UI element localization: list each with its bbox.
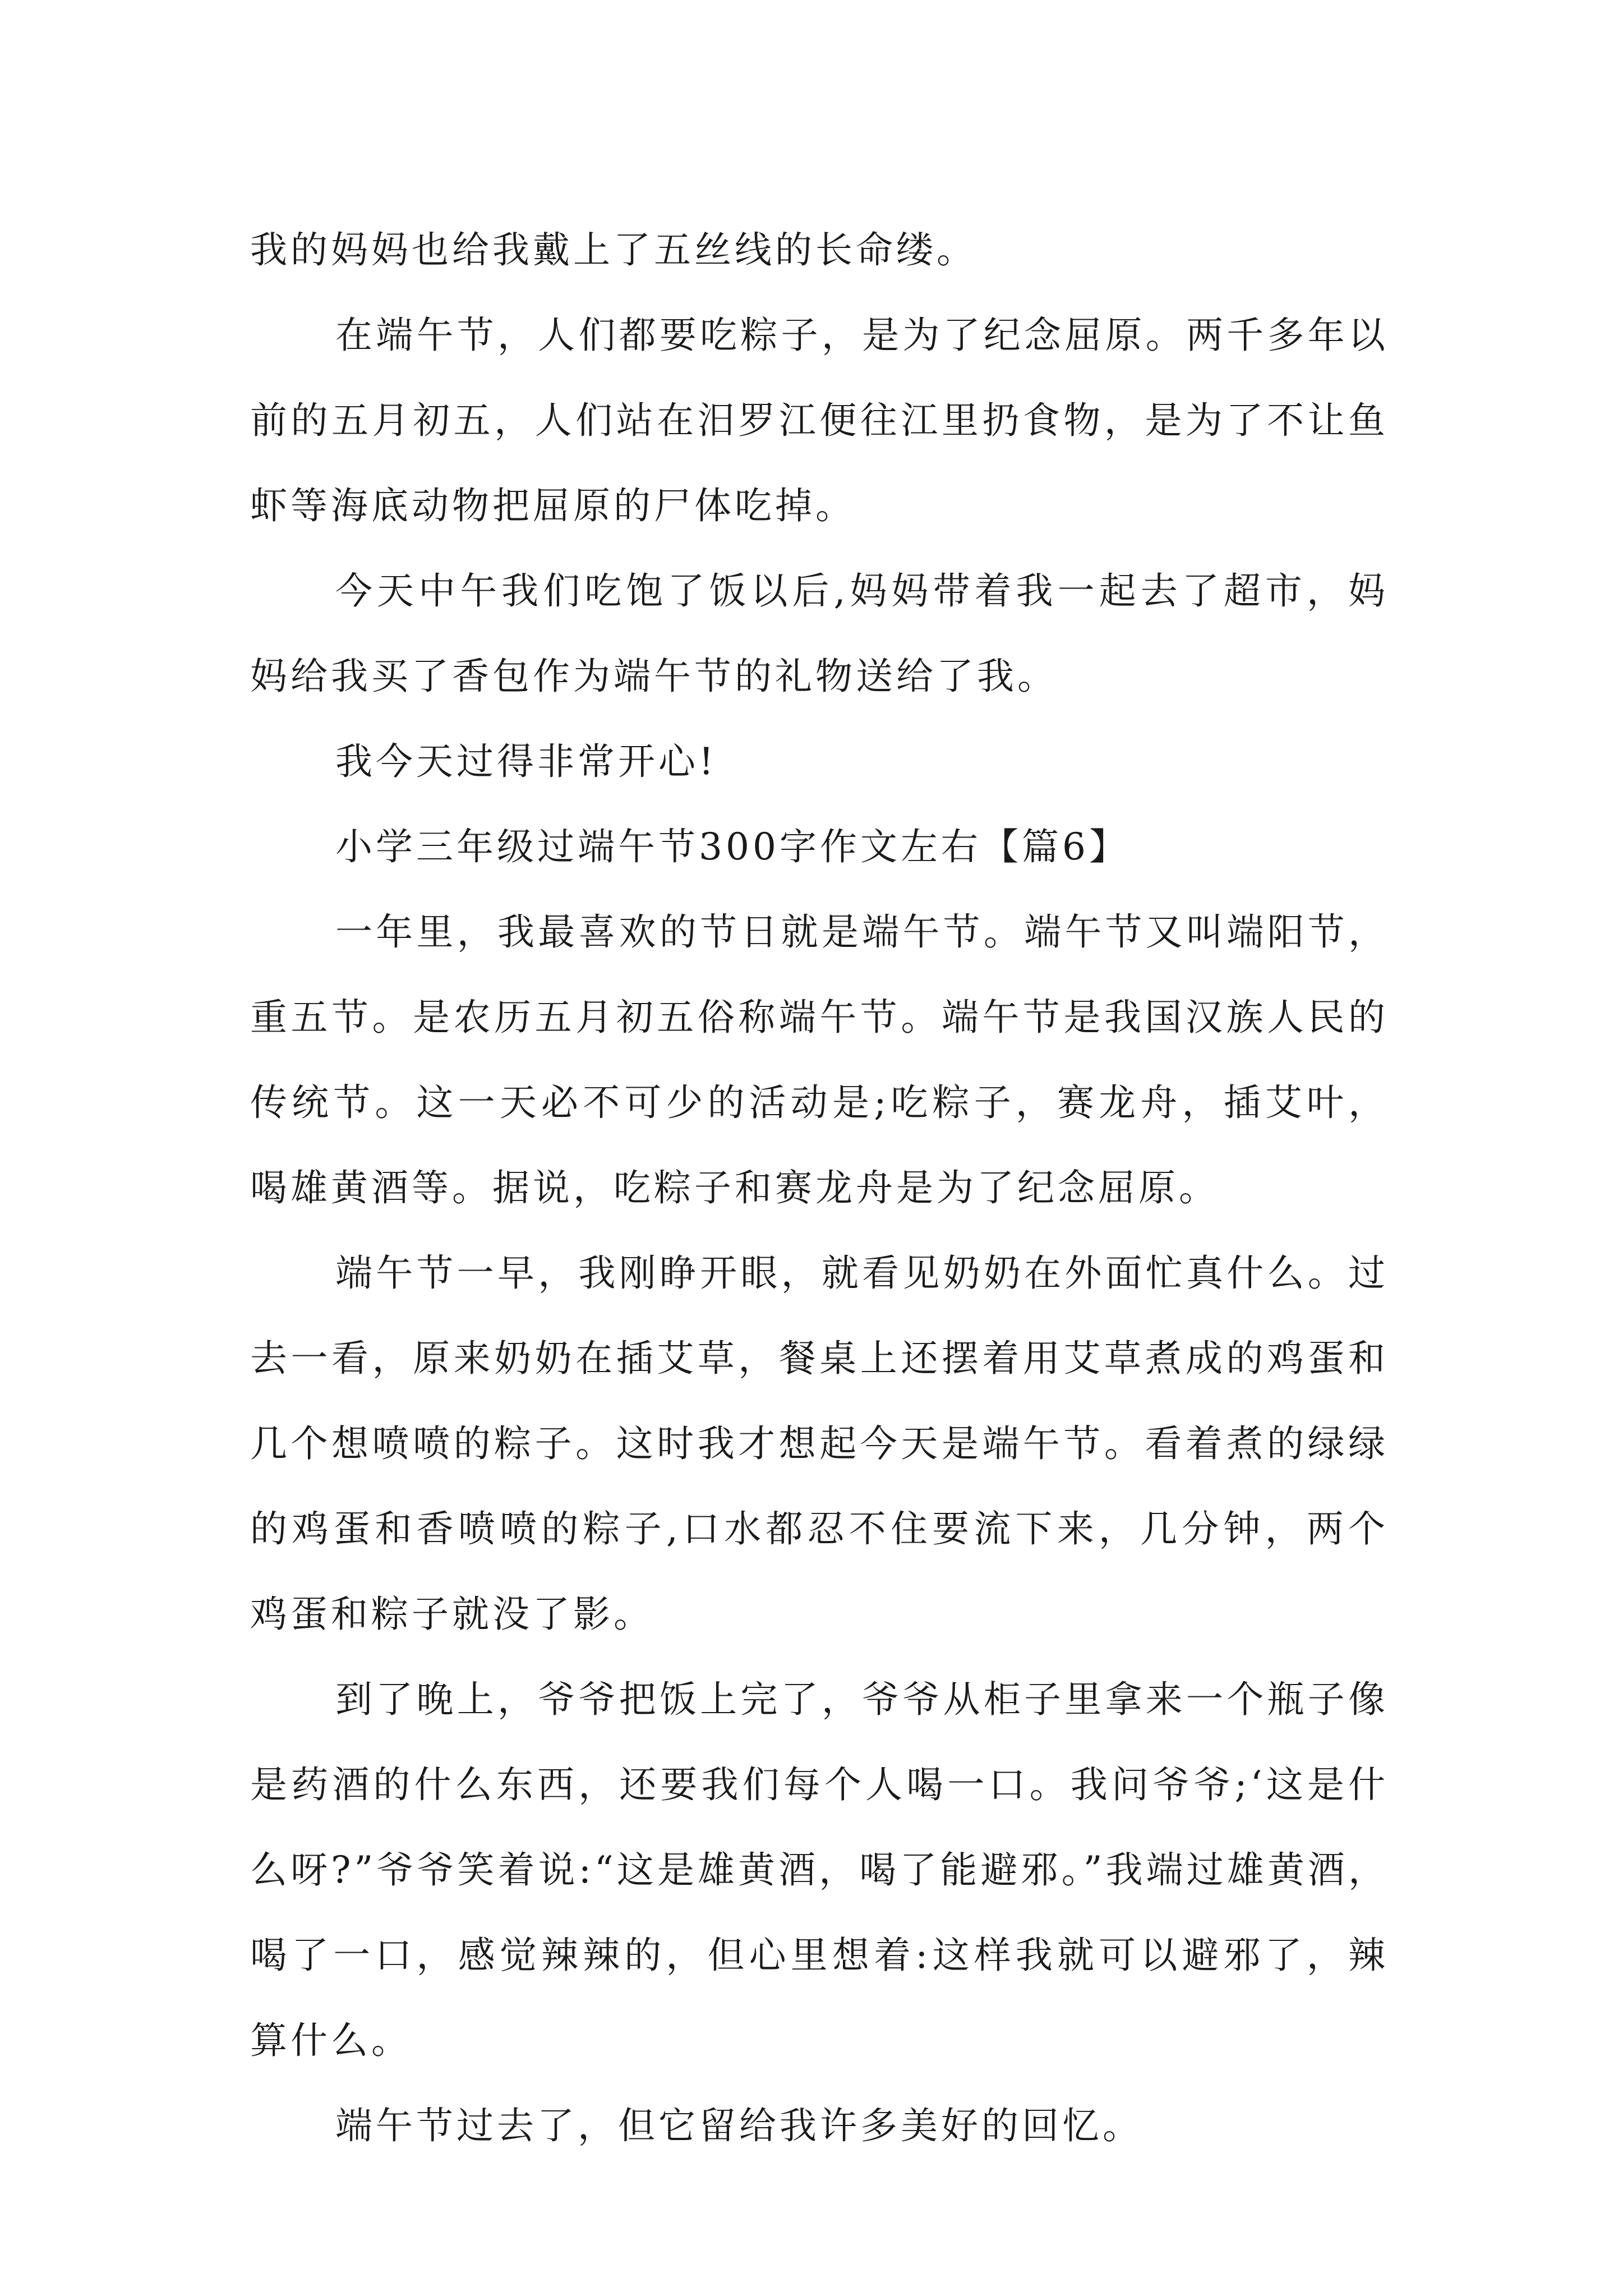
- paragraph-1: 我的妈妈也给我戴上了五丝线的长命缕。: [250, 228, 977, 272]
- section-title: 小学三年级过端午节300字作文左右【篇6】: [335, 825, 1129, 868]
- paragraph-4: 我今天过得非常开心!: [335, 740, 717, 783]
- paragraph-3: 今天中午我们吃饱了饭以后,妈妈带着我一起去了超市，妈妈给我买了香包作为端午节的礼物送给了我。: [250, 569, 1389, 698]
- document-body: [250, 208, 1389, 2169]
- section-paragraph-1: 一年里，我最喜欢的节日就是端午节。端午节又叫端阳节，重五节。是农历五月初五俗称端午节。端午节是我国汉族人民的传统节。这一天必不可少的活动是;吃粽子，赛龙舟，插艾叶，喝雄黄酒等。据说，吃粽子和赛龙舟是为了纪念屈原。: [250, 910, 1389, 1209]
- paragraph-2: 在端午节，人们都要吃粽子，是为了纪念屈原。两千多年以前的五月初五，人们站在汨罗江便往江里扔食物，是为了不让鱼虾等海底动物把屈原的尸体吃掉。: [250, 314, 1389, 527]
- section-paragraph-4: 端午节过去了，但它留给我许多美好的回忆。: [335, 2104, 1143, 2147]
- section-paragraph-3: 到了晚上，爷爷把饭上完了，爷爷从柜子里拿来一个瓶子像是药酒的什么东西，还要我们每个人喝一口。我问爷爷;‘这是什么呀?”爷爷笑着说:“这是雄黄酒，喝了能避邪。”我端过雄黄酒，喝了一口，感觉辣辣的，但心里想着:这样我就可以避邪了，辣算什么。: [250, 1678, 1389, 2062]
- section-paragraph-2: 端午节一早，我刚睁开眼，就看见奶奶在外面忙真什么。过去一看，原来奶奶在插艾草，餐桌上还摆着用艾草煮成的鸡蛋和几个想喷喷的粽子。这时我才想起今天是端午节。看着煮的绿绿的鸡蛋和香喷喷的粽子,口水都忍不住要流下来，几分钟，两个鸡蛋和粽子就没了影。: [250, 1251, 1389, 1636]
